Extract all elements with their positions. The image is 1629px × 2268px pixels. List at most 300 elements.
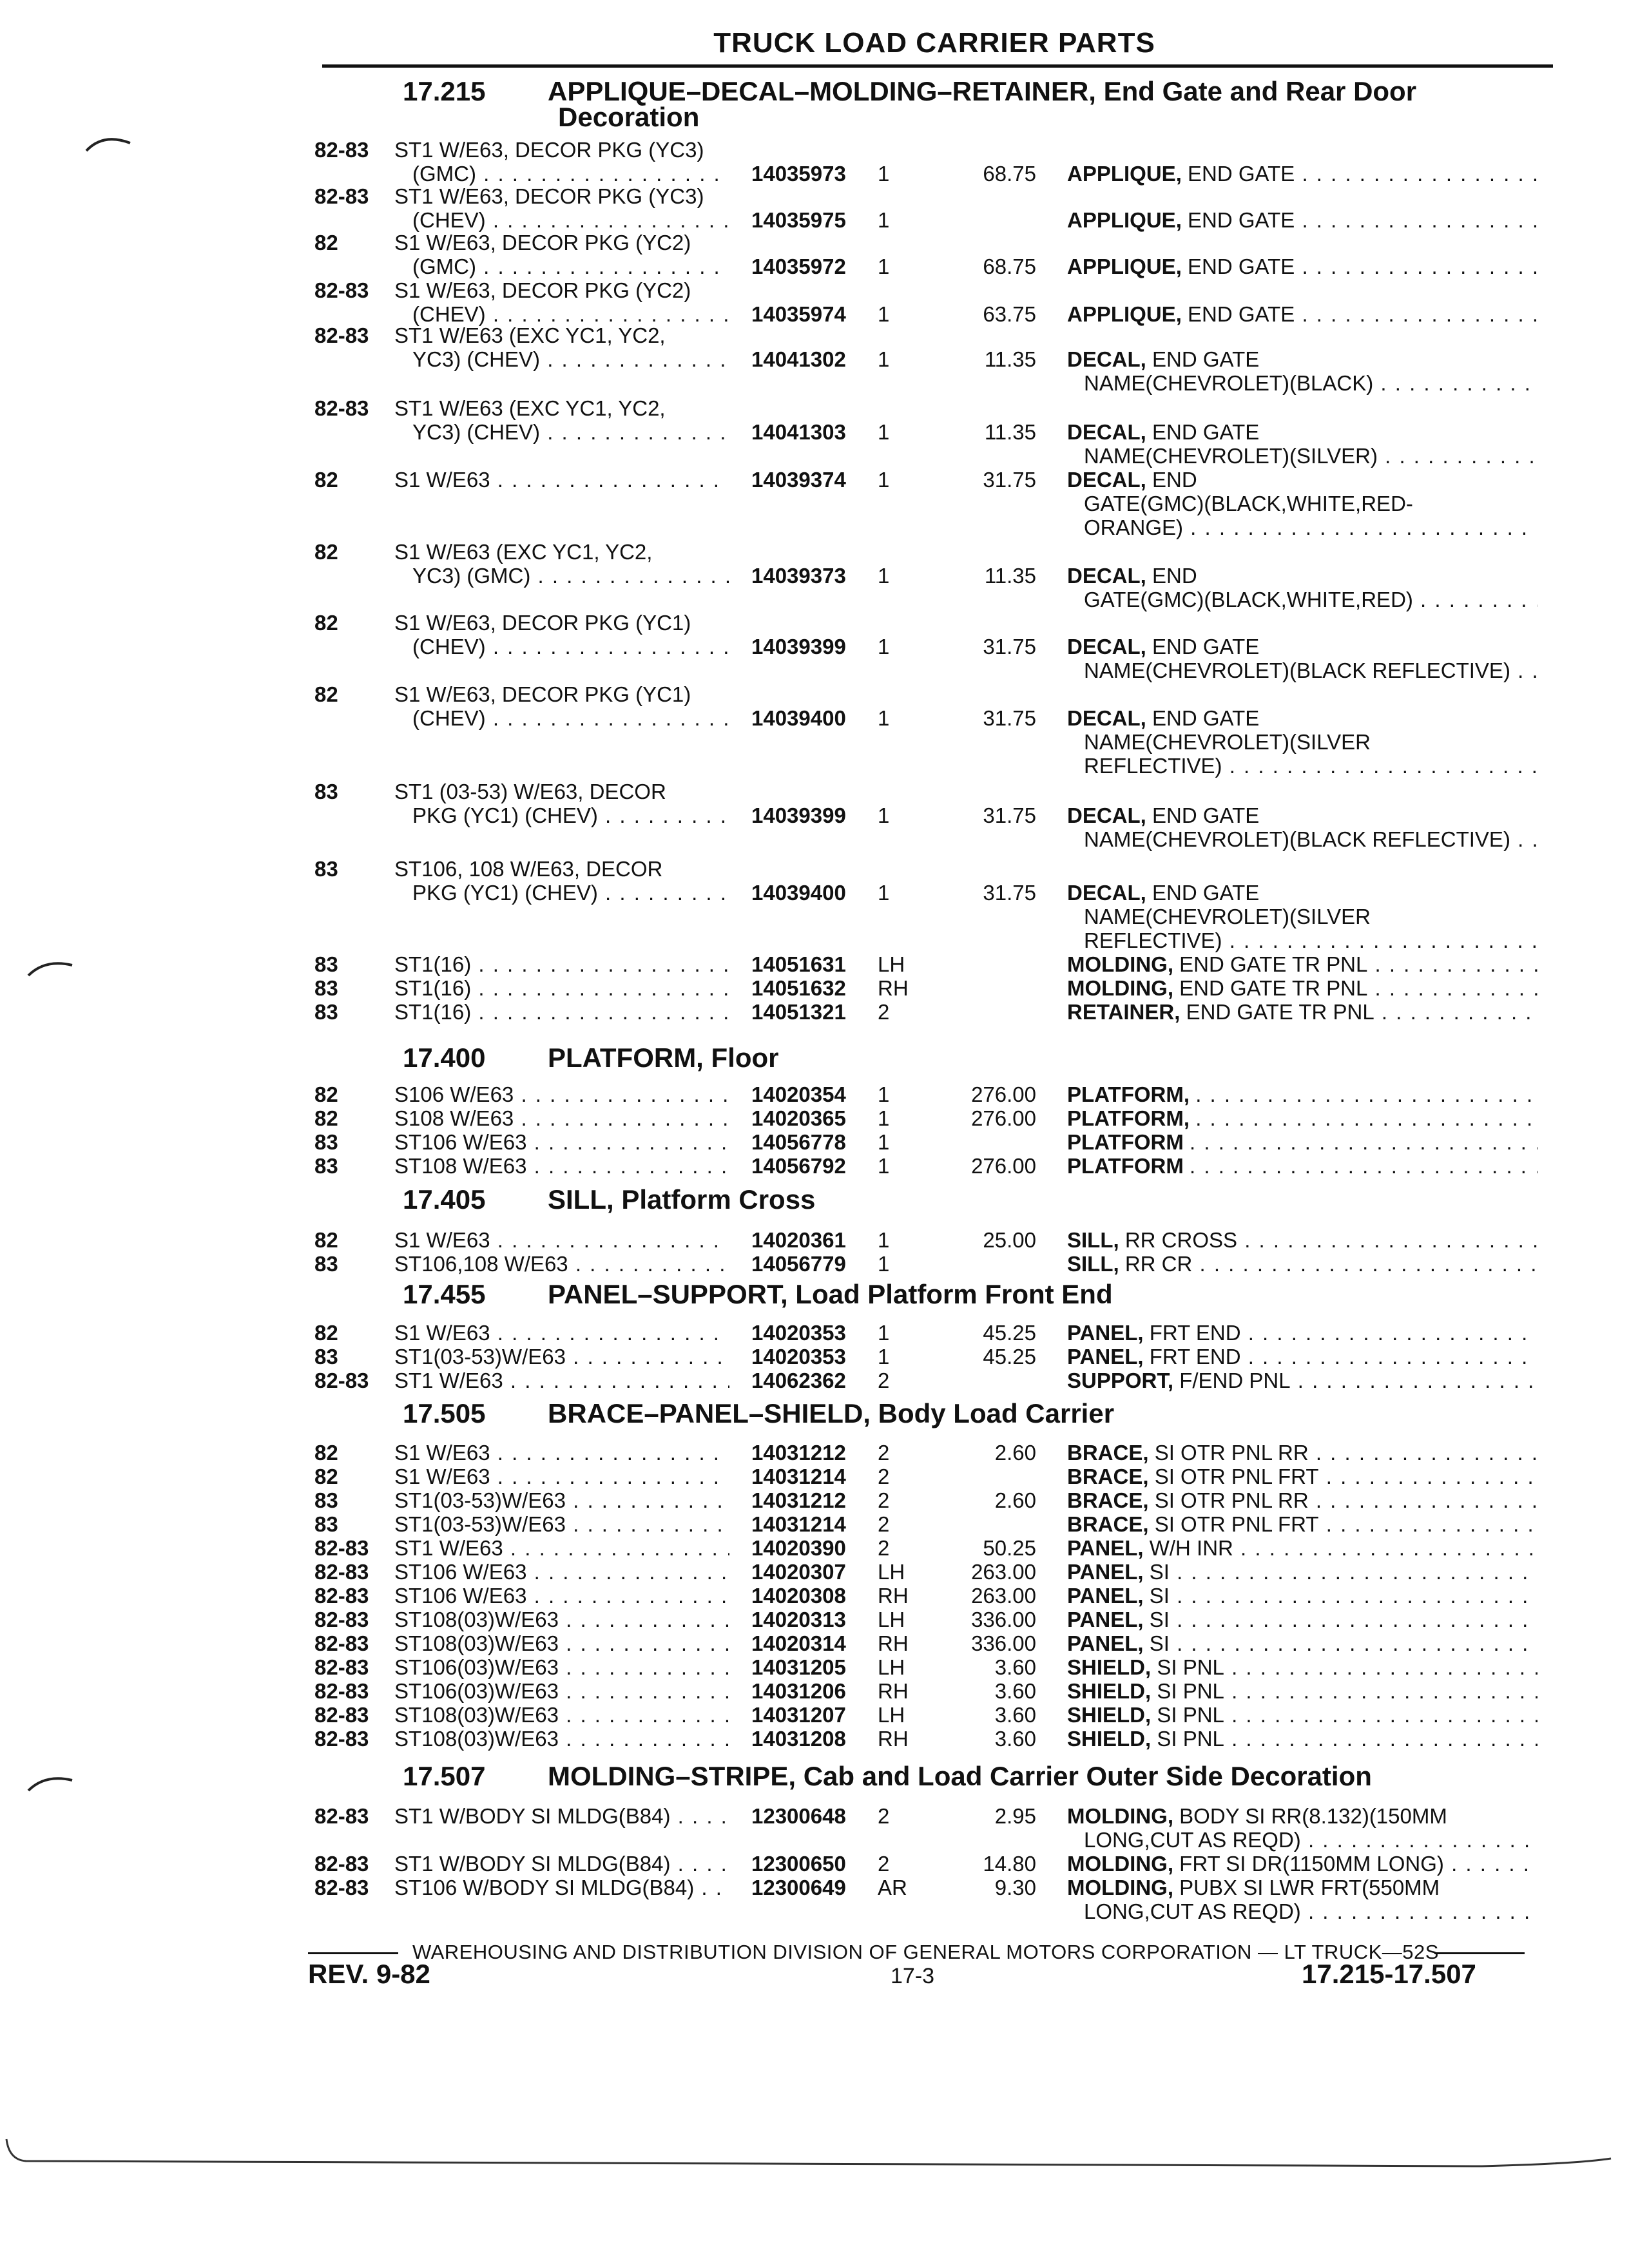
description-text: NAME(CHEVROLET)(BLACK REFLECTIVE) [1084, 658, 1510, 682]
description-noun: APPLIQUE, [1067, 162, 1182, 186]
revision-date: REV. 9-82 [308, 1959, 430, 1989]
price: 2.60 [994, 1441, 1036, 1465]
application-line: (GMC) . . . [394, 255, 729, 278]
quantity: RH [878, 976, 909, 1000]
description-line [1067, 1828, 1537, 1852]
application-cell [394, 1631, 729, 1655]
price: 50.25 [983, 1536, 1036, 1560]
description-cell [1067, 1608, 1537, 1631]
description-text: END GATE [1188, 162, 1295, 186]
description-cell [1067, 1106, 1537, 1130]
application-cell [394, 1345, 729, 1369]
section-range: 17.215-17.507 [1302, 1959, 1476, 1989]
description-line [1067, 588, 1537, 611]
model-year: 82-83 [314, 1536, 369, 1560]
binder-hole-mark-2 [26, 954, 77, 979]
page-bottom-edge [0, 2126, 1629, 2178]
application-line: YC3) (CHEV) . . . [394, 420, 729, 444]
application-cell [394, 1106, 729, 1130]
quantity: 1 [878, 347, 890, 371]
application-line: ST1(03-53)W/E63 . . . [394, 1345, 729, 1369]
description-cell [1067, 208, 1537, 232]
application-line: ST1 W/BODY SI MLDG(B84) . . . [394, 1852, 729, 1876]
price: 68.75 [983, 162, 1036, 186]
quantity: LH [878, 1560, 905, 1584]
quantity: 2 [878, 1000, 890, 1024]
description-cell [1067, 1130, 1537, 1154]
application-line: (GMC) . . . [394, 162, 729, 186]
description-noun: DECAL, [1067, 468, 1146, 492]
description-noun: SHIELD, [1067, 1655, 1152, 1679]
description-noun: DECAL, [1067, 881, 1146, 905]
application-line: ST108 W/E63 . . . [394, 1154, 729, 1178]
description-text: FRT END [1149, 1345, 1241, 1369]
model-year: 82 [314, 1321, 338, 1345]
description-cell [1067, 1804, 1537, 1852]
part-number: 14039400 [751, 706, 846, 730]
model-year: 82-83 [314, 1852, 369, 1876]
part-number: 14051321 [751, 1000, 846, 1024]
quantity: 1 [878, 302, 890, 326]
description-line [1067, 255, 1537, 278]
description-line [1067, 492, 1537, 515]
description-text: END GATE TR PNL [1179, 976, 1368, 1000]
description-noun: DECAL, [1067, 564, 1146, 588]
description-line [1067, 1130, 1537, 1154]
description-line [1067, 706, 1537, 730]
description-line [1067, 1560, 1537, 1584]
description-text: F/END PNL [1179, 1369, 1291, 1392]
quantity: 1 [878, 420, 890, 444]
application-cell [394, 1560, 729, 1584]
application-cell [394, 1608, 729, 1631]
description-cell [1067, 1228, 1537, 1252]
application-line: S106 W/E63 . . . [394, 1082, 729, 1106]
application-line: PKG (YC1) (CHEV) . . . [394, 803, 729, 827]
model-year: 82 [314, 468, 338, 492]
description-noun: BRACE, [1067, 1441, 1149, 1465]
description-line [1067, 515, 1537, 539]
description-line [1067, 803, 1537, 827]
description-cell [1067, 706, 1537, 778]
description-line [1067, 1000, 1537, 1024]
description-text: NAME(CHEVROLET)(SILVER [1084, 905, 1371, 928]
part-number: 14051631 [751, 952, 846, 976]
application-cell [394, 1228, 729, 1252]
part-number: 12300650 [751, 1852, 846, 1876]
price: 68.75 [983, 255, 1036, 278]
part-number: 14039373 [751, 564, 846, 588]
description-noun: SUPPORT, [1067, 1369, 1174, 1392]
application-cell [394, 468, 729, 492]
description-cell [1067, 1679, 1537, 1703]
application-cell [394, 1465, 729, 1488]
application-line: YC3) (CHEV) . . . [394, 347, 729, 371]
quantity: RH [878, 1679, 909, 1703]
application-line: S1 W/E63 . . . [394, 1321, 729, 1345]
application-line: S1 W/E63, DECOR PKG (YC1) [394, 611, 691, 635]
price: 3.60 [994, 1655, 1036, 1679]
description-cell [1067, 1560, 1537, 1584]
description-text: ORANGE) [1084, 515, 1184, 539]
quantity: LH [878, 1608, 905, 1631]
quantity: 1 [878, 635, 890, 658]
description-line [1067, 1154, 1537, 1178]
description-text: END GATE [1188, 255, 1295, 278]
price: 276.00 [971, 1154, 1036, 1178]
description-text: SI PNL [1157, 1703, 1224, 1727]
quantity: 2 [878, 1441, 890, 1465]
part-number: 14020314 [751, 1631, 846, 1655]
description-noun: DECAL, [1067, 347, 1146, 371]
quantity: 1 [878, 1345, 890, 1369]
application-cell [394, 1252, 729, 1276]
model-year: 82-83 [314, 138, 369, 162]
price: 276.00 [971, 1106, 1036, 1130]
price: 276.00 [971, 1082, 1036, 1106]
application-line: ST108(03)W/E63 . . . [394, 1608, 729, 1631]
price: 3.60 [994, 1679, 1036, 1703]
application-cell [394, 857, 729, 905]
application-cell [394, 396, 729, 444]
description-cell [1067, 1852, 1537, 1876]
description-cell [1067, 162, 1537, 186]
description-text: END GATE [1152, 635, 1260, 658]
description-noun: DECAL, [1067, 803, 1146, 827]
description-noun: MOLDING, [1067, 1852, 1173, 1876]
part-number: 14031212 [751, 1488, 846, 1512]
model-year: 82 [314, 1106, 338, 1130]
section-title: APPLIQUE–DECAL–MOLDING–RETAINER, End Gate and Rear Door [548, 76, 1417, 106]
price: 31.75 [983, 635, 1036, 658]
description-noun: PANEL, [1067, 1536, 1144, 1560]
description-text: FRT END [1149, 1321, 1241, 1345]
application-cell [394, 540, 729, 588]
application-line: ST106 W/E63 . . . [394, 1560, 729, 1584]
description-text: END GATE [1152, 420, 1260, 444]
section-number: 17.405 [403, 1184, 486, 1215]
description-cell [1067, 976, 1537, 1000]
description-line [1067, 1106, 1537, 1130]
quantity: 1 [878, 1252, 890, 1276]
application-cell [394, 1804, 729, 1828]
quantity: 1 [878, 1228, 890, 1252]
description-line [1067, 564, 1537, 588]
description-noun: MOLDING, [1067, 976, 1173, 1000]
description-line [1067, 1679, 1537, 1703]
description-text: END GATE [1152, 881, 1260, 905]
model-year: 82 [314, 1465, 338, 1488]
quantity: 1 [878, 208, 890, 232]
quantity: RH [878, 1584, 909, 1608]
application-cell [394, 184, 729, 232]
description-line [1067, 905, 1537, 928]
application-line: ST106 W/E63 . . . [394, 1130, 729, 1154]
quantity: 2 [878, 1804, 890, 1828]
application-line: ST1 W/E63, DECOR PKG (YC3) [394, 138, 704, 162]
description-noun: APPLIQUE, [1067, 208, 1182, 232]
part-number: 14020390 [751, 1536, 846, 1560]
model-year: 82 [314, 540, 338, 564]
price: 31.75 [983, 468, 1036, 492]
description-cell [1067, 1465, 1537, 1488]
application-line: S1 W/E63 . . . [394, 1228, 729, 1252]
description-text: BODY SI RR(8.132)(150MM [1179, 1804, 1447, 1828]
application-line: ST106(03)W/E63 . . . [394, 1655, 729, 1679]
description-text: END GATE TR PNL [1179, 952, 1368, 976]
application-cell [394, 976, 729, 1000]
application-line: S1 W/E63 . . . [394, 1441, 729, 1465]
price: 336.00 [971, 1631, 1036, 1655]
description-noun: SHIELD, [1067, 1679, 1152, 1703]
description-cell [1067, 1584, 1537, 1608]
description-line [1067, 658, 1537, 682]
description-cell [1067, 1345, 1537, 1369]
section-number: 17.215 [403, 76, 486, 106]
model-year: 83 [314, 1130, 338, 1154]
description-cell [1067, 1655, 1537, 1679]
quantity: LH [878, 952, 905, 976]
part-number: 14031207 [751, 1703, 846, 1727]
model-year: 82-83 [314, 184, 369, 208]
application-line: ST1(03-53)W/E63 . . . [394, 1488, 729, 1512]
description-noun: BRACE, [1067, 1488, 1149, 1512]
application-cell [394, 682, 729, 730]
description-text: RR CR [1124, 1252, 1193, 1276]
application-cell [394, 1000, 729, 1024]
description-noun: PANEL, [1067, 1345, 1144, 1369]
description-line [1067, 1082, 1537, 1106]
description-noun: PANEL, [1067, 1560, 1144, 1584]
application-line: S1 W/E63, DECOR PKG (YC1) [394, 682, 691, 706]
description-line [1067, 208, 1537, 232]
model-year: 82 [314, 1441, 338, 1465]
model-year: 83 [314, 1512, 338, 1536]
header-rule [322, 64, 1553, 68]
quantity: 1 [878, 1082, 890, 1106]
description-line [1067, 444, 1537, 468]
description-noun: APPLIQUE, [1067, 255, 1182, 278]
model-year: 82 [314, 1082, 338, 1106]
model-year: 82-83 [314, 278, 369, 302]
description-text: END GATE [1188, 208, 1295, 232]
application-line: ST106 W/E63 . . . [394, 1584, 729, 1608]
model-year: 83 [314, 1252, 338, 1276]
description-noun: SHIELD, [1067, 1727, 1152, 1751]
price: 63.75 [983, 302, 1036, 326]
model-year: 83 [314, 1154, 338, 1178]
description-noun: PLATFORM [1067, 1154, 1184, 1178]
description-cell [1067, 881, 1537, 952]
price: 2.95 [994, 1804, 1036, 1828]
description-text: SI PNL [1157, 1727, 1224, 1751]
description-text: END GATE TR PNL [1186, 1000, 1374, 1024]
description-noun: PANEL, [1067, 1584, 1144, 1608]
description-line [1067, 347, 1537, 371]
model-year: 83 [314, 952, 338, 976]
model-year: 82-83 [314, 1369, 369, 1392]
part-number: 14031212 [751, 1441, 846, 1465]
description-text: SI OTR PNL RR [1154, 1488, 1309, 1512]
description-noun: PANEL, [1067, 1321, 1144, 1345]
description-cell [1067, 635, 1537, 682]
description-line [1067, 1608, 1537, 1631]
quantity: 2 [878, 1852, 890, 1876]
price: 11.35 [984, 564, 1036, 588]
description-text: REFLECTIVE) [1084, 928, 1222, 952]
application-cell [394, 1130, 729, 1154]
description-text: END GATE [1188, 302, 1295, 326]
quantity: 1 [878, 803, 890, 827]
description-line [1067, 1703, 1537, 1727]
model-year: 82 [314, 231, 338, 255]
description-line [1067, 1852, 1537, 1876]
description-text: SI PNL [1157, 1679, 1224, 1703]
description-cell [1067, 1536, 1537, 1560]
description-line [1067, 976, 1537, 1000]
description-noun: MOLDING, [1067, 952, 1173, 976]
description-cell [1067, 1512, 1537, 1536]
description-line [1067, 1536, 1537, 1560]
model-year: 82-83 [314, 1876, 369, 1899]
model-year: 82-83 [314, 1703, 369, 1727]
price: 31.75 [983, 881, 1036, 905]
description-cell [1067, 1252, 1537, 1276]
description-text: GATE(GMC)(BLACK,WHITE,RED) [1084, 588, 1413, 611]
description-noun: PLATFORM [1067, 1130, 1184, 1154]
description-line [1067, 928, 1537, 952]
price: 31.75 [983, 803, 1036, 827]
description-cell [1067, 1154, 1537, 1178]
quantity: 1 [878, 1106, 890, 1130]
application-cell [394, 231, 729, 278]
model-year: 82-83 [314, 1560, 369, 1584]
model-year: 82 [314, 611, 338, 635]
description-line [1067, 371, 1537, 395]
application-cell [394, 780, 729, 827]
description-line [1067, 1228, 1537, 1252]
description-line [1067, 1584, 1537, 1608]
model-year: 82-83 [314, 1804, 369, 1828]
section-number: 17.400 [403, 1043, 486, 1073]
application-line: (CHEV) . . . [394, 706, 729, 730]
part-number: 14020361 [751, 1228, 846, 1252]
quantity: AR [878, 1876, 907, 1899]
model-year: 82-83 [314, 396, 369, 420]
quantity: RH [878, 1727, 909, 1751]
description-line [1067, 1369, 1537, 1392]
description-line [1067, 1512, 1537, 1536]
part-number: 14062362 [751, 1369, 846, 1392]
application-cell [394, 323, 729, 371]
application-line: S1 W/E63, DECOR PKG (YC2) [394, 231, 691, 255]
description-line [1067, 1631, 1537, 1655]
description-text: SI [1149, 1584, 1170, 1608]
part-number: 14041302 [751, 347, 846, 371]
part-number: 14056778 [751, 1130, 846, 1154]
description-cell [1067, 1876, 1537, 1923]
price: 25.00 [983, 1228, 1036, 1252]
application-cell [394, 1321, 729, 1345]
application-line: ST106,108 W/E63 . . . [394, 1252, 729, 1276]
description-line [1067, 827, 1537, 851]
price: 11.35 [984, 420, 1036, 444]
application-cell [394, 952, 729, 976]
application-line: ST1(03-53)W/E63 . . . [394, 1512, 729, 1536]
model-year: 82-83 [314, 1727, 369, 1751]
price: 263.00 [971, 1560, 1036, 1584]
application-line: ST1 W/E63 . . . [394, 1536, 729, 1560]
part-number: 14031206 [751, 1679, 846, 1703]
model-year: 82 [314, 1228, 338, 1252]
application-cell [394, 1512, 729, 1536]
application-cell [394, 1852, 729, 1876]
application-cell [394, 1154, 729, 1178]
description-text: NAME(CHEVROLET)(BLACK) [1084, 371, 1374, 395]
part-number: 14020313 [751, 1608, 846, 1631]
part-number: 14020354 [751, 1082, 846, 1106]
description-line [1067, 1252, 1537, 1276]
quantity: RH [878, 1631, 909, 1655]
description-cell [1067, 1631, 1537, 1655]
quantity: 2 [878, 1512, 890, 1536]
section-title: SILL, Platform Cross [548, 1184, 816, 1215]
description-line [1067, 952, 1537, 976]
part-number: 14020307 [751, 1560, 846, 1584]
application-line: ST1 W/BODY SI MLDG(B84) . . . [394, 1804, 729, 1828]
description-text: PUBX SI LWR FRT(550MM [1179, 1876, 1440, 1899]
description-text: END GATE [1152, 803, 1260, 827]
application-cell [394, 1655, 729, 1679]
model-year: 82-83 [314, 1584, 369, 1608]
model-year: 82-83 [314, 1608, 369, 1631]
description-line [1067, 420, 1537, 444]
section-number: 17.507 [403, 1761, 486, 1791]
part-number: 14035974 [751, 302, 846, 326]
quantity: 1 [878, 564, 890, 588]
description-line [1067, 881, 1537, 905]
application-line: ST1(16) . . . [394, 976, 729, 1000]
description-noun: DECAL, [1067, 635, 1146, 658]
description-text: SI OTR PNL FRT [1154, 1512, 1319, 1536]
quantity: 2 [878, 1536, 890, 1560]
binder-hole-mark-1 [84, 129, 135, 155]
application-line: ST1 W/E63 . . . [394, 1369, 729, 1392]
model-year: 83 [314, 1000, 338, 1024]
quantity: 1 [878, 255, 890, 278]
part-number: 14031214 [751, 1465, 846, 1488]
model-year: 82-83 [314, 323, 369, 347]
section-number: 17.455 [403, 1279, 486, 1309]
application-line: ST106, 108 W/E63, DECOR [394, 857, 663, 881]
description-line [1067, 1441, 1537, 1465]
description-cell [1067, 564, 1537, 611]
description-noun: BRACE, [1067, 1465, 1149, 1488]
price: 31.75 [983, 706, 1036, 730]
description-noun: BRACE, [1067, 1512, 1149, 1536]
section-title: PANEL–SUPPORT, Load Platform Front End [548, 1279, 1113, 1309]
description-text: SI OTR PNL RR [1154, 1441, 1309, 1465]
application-line: (CHEV) . . . [394, 635, 729, 658]
description-line [1067, 1899, 1537, 1923]
application-line: S1 W/E63 (EXC YC1, YC2, [394, 540, 653, 564]
description-line [1067, 1655, 1537, 1679]
application-line: YC3) (GMC) . . . [394, 564, 729, 588]
part-number: 14020308 [751, 1584, 846, 1608]
quantity: 1 [878, 1321, 890, 1345]
description-noun: DECAL, [1067, 420, 1146, 444]
description-text: NAME(CHEVROLET)(SILVER [1084, 730, 1371, 754]
